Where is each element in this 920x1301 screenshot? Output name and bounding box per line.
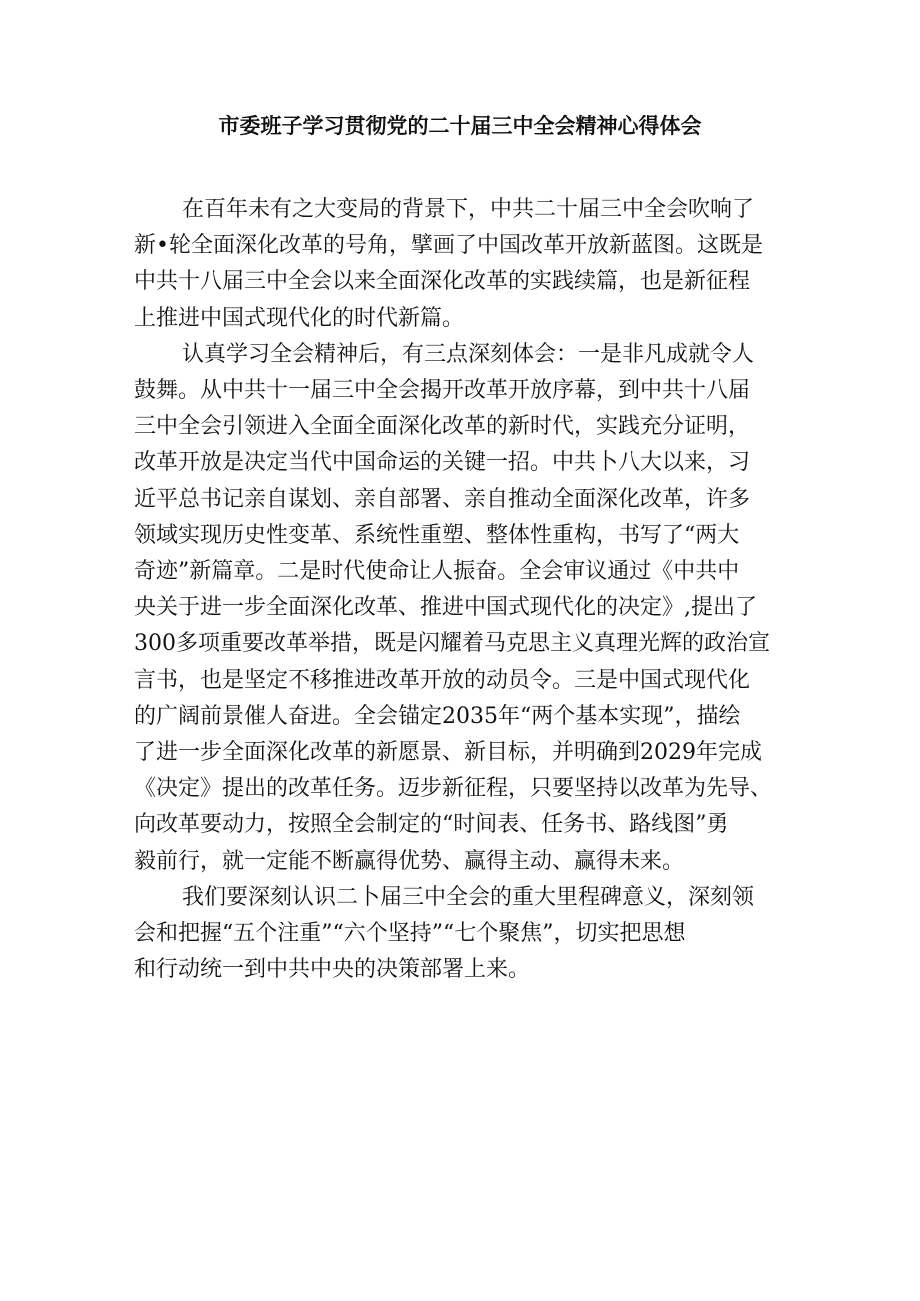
text-line: 认真学习全会精神后，有三点深刻体会：一是非凡成就令人 bbox=[182, 341, 755, 367]
text-line: 《决定》提出的改革任务。迈步新征程，只要坚持以改革为先导、 bbox=[134, 776, 773, 802]
document-body bbox=[134, 192, 786, 988]
text-line: 近平总书记亲自谋划、亲自部署、亲自推动全面深化改革，许多 bbox=[134, 486, 751, 512]
text-line: 改革开放是决定当代中国命运的关键一招。中共卜八大以来，习 bbox=[134, 450, 751, 476]
text-line: 领域实现历史性变革、系统性重塑、整体性重构，书写了“两大 bbox=[134, 522, 740, 548]
text-line: 三中全会引领进入全面全面深化改革的新时代，实践充分证明， bbox=[134, 414, 751, 440]
text-line: 300多项重要改革举措，既是闪耀着马克思主义真理光辉的政治宣 bbox=[134, 631, 770, 657]
text-line: 我们要深刻认识二卜届三中全会的重大里程碑意义，深刻领 bbox=[182, 884, 755, 910]
document-title: 市委班子学习贯彻党的二十届三中全会精神心得体会 bbox=[218, 113, 702, 138]
text-line: 上推进中国式现代化的时代新篇。 bbox=[134, 305, 465, 331]
text-line: 向改革要动力，按照全会制定的“时间表、任务书、路线图”勇 bbox=[134, 812, 729, 838]
text-line: 新•轮全面深化改革的号角，擘画了中国改革开放新蓝图。这既是 bbox=[134, 233, 763, 259]
text-line: 会和把握“五个注重”“六个坚持”“七个聚焦”，切实把思想 bbox=[134, 921, 686, 947]
paragraph-3 bbox=[134, 880, 786, 989]
paragraph-1 bbox=[134, 192, 786, 337]
text-line: 了进一步全面深化改革的新愿景、新目标，并明确到2029年完成 bbox=[134, 740, 762, 766]
text-line: 的广阔前景催人奋进。全会锚定2035年“两个基本实现”，描绘 bbox=[134, 703, 741, 729]
text-line: 奇迹”新篇章。二是时代使命让人振奋。全会审议通过《中共中 bbox=[134, 559, 740, 585]
text-line: 在百年未有之大变局的背景下，中共二十届三中全会吹响了 bbox=[182, 197, 755, 222]
text-line: 中共十八届三中全会以来全面深化改革的实践续篇，也是新征程 bbox=[134, 269, 751, 295]
text-line: 央关于进一步全面深化改革、推进中国式现代化的决定》,提出了 bbox=[134, 595, 757, 621]
text-line: 言书，也是坚定不移推进改革开放的动员令。三是中国式现代化 bbox=[134, 667, 751, 693]
paragraph-2 bbox=[134, 337, 786, 880]
text-line: 鼓舞。从中共十一届三中全会揭开改革开放序幕，到中共十八届 bbox=[134, 378, 751, 404]
text-line: 毅前行，就一定能不断赢得优势、赢得主动、赢得未来。 bbox=[134, 848, 685, 874]
text-line: 和行动统一到中共中央的决策部署上来。 bbox=[134, 957, 531, 983]
